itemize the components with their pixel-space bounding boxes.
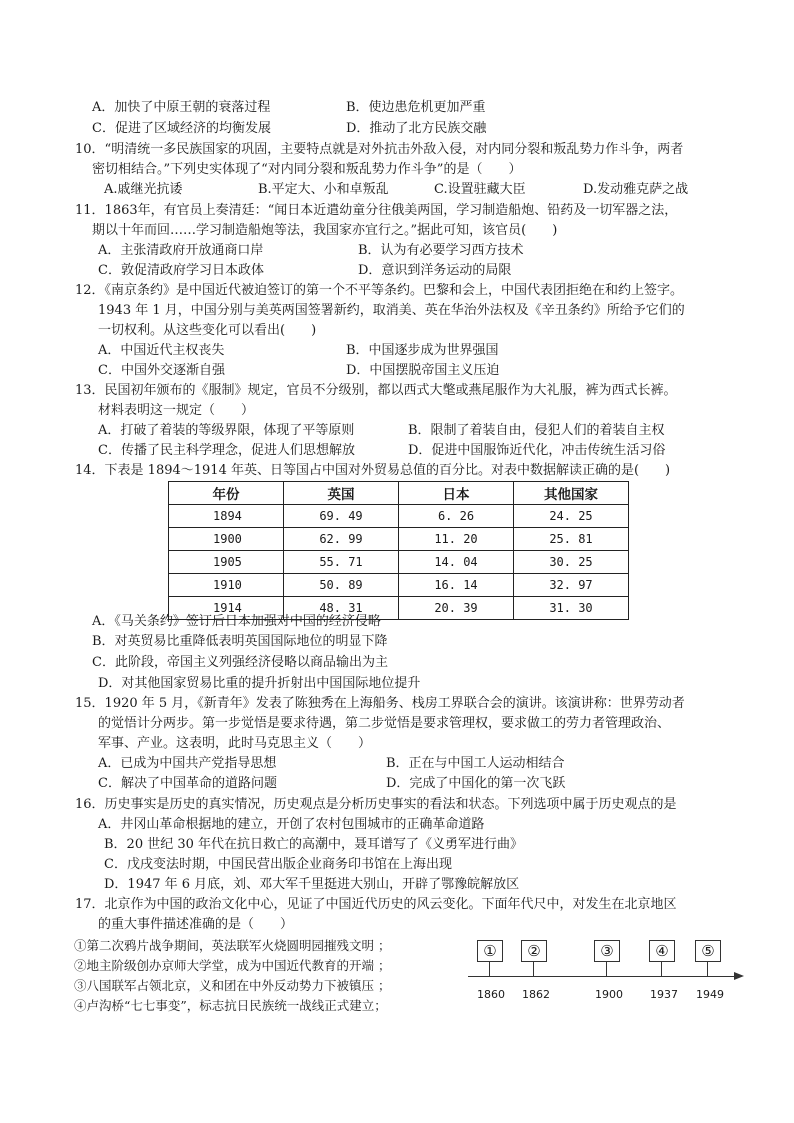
q12-option-a: A．中国近代主权丧失 [98, 343, 225, 358]
table-cell: 69. 49 [284, 505, 399, 528]
q16-option-a: A．井冈山革命根据地的建立，开创了农村包围城市的正确革命道路 [98, 817, 485, 832]
timeline-year-1900: 1900 [595, 988, 623, 1001]
table-row [169, 528, 629, 551]
timeline-label-4: ④ [649, 940, 675, 962]
q11-option-b: B．认为有必要学习西方技术 [358, 243, 524, 258]
timeline-arrow-icon [734, 972, 744, 980]
q10-stem-line2: 密切相结合。”下列史实体现了“对内同分裂和叛乱势力作斗争”的是（ ） [92, 162, 522, 177]
table-cell: 31. 30 [514, 597, 629, 620]
table-cell: 16. 14 [399, 574, 514, 597]
q10-option-b: B.平定大、小和卓叛乱 [258, 182, 389, 197]
q9-option-c: C．促进了区域经济的均衡发展 [92, 121, 271, 136]
q15-option-b: B．正在与中国工人运动相结合 [386, 756, 565, 771]
q14-option-a: A．《马关条约》签订后日本加强对中国的经济侵略 [92, 614, 381, 629]
timeline-label-3: ③ [594, 940, 620, 962]
table-cell: 24. 25 [514, 505, 629, 528]
timeline-tick [661, 962, 662, 977]
table-row [169, 505, 629, 528]
table-header: 日本 [399, 482, 514, 505]
table-cell: 20. 39 [399, 597, 514, 620]
q13-option-a: A．打破了着装的等级界限，体现了平等原则 [98, 423, 355, 438]
q17-stem-line1: 17．北京作为中国的政治文化中心，见证了中国近代历史的风云变化。下面年代尺中，对发生在北京地区 [75, 897, 677, 912]
table-cell: 1910 [169, 574, 284, 597]
table-header: 年份 [169, 482, 284, 505]
q12-stem-line3: 一切权利。从这些变化可以看出( ) [98, 323, 317, 338]
timeline-tick [606, 962, 607, 977]
table-cell: 1900 [169, 528, 284, 551]
q16-option-b: B．20 世纪 30 年代在抗日救亡的高潮中，聂耳谱写了《义勇军进行曲》 [104, 837, 524, 852]
q13-option-d: D．促进中国服饰近代化，冲击传统生活习俗 [408, 443, 666, 458]
table-cell: 1894 [169, 505, 284, 528]
q16-option-d: D．1947 年 6 月底，刘、邓大军千里挺进大别山，开辟了鄂豫皖解放区 [104, 877, 520, 892]
q17-item-1: ①第二次鸦片战争期间，英法联军火烧圆明园摧残文明 ； [74, 938, 391, 953]
table-cell: 48. 31 [284, 597, 399, 620]
q15-stem-line1: 15．1920 年 5 月，《新青年》发表了陈独秀在上海船务、栈房工界联合会的演讲。该演讲称：世界劳动者 [75, 696, 685, 711]
q15-stem-line3: 军事、产业。这表明，此时马克思主义（ ） [98, 736, 372, 751]
timeline-label-2: ② [521, 940, 547, 962]
q10-option-c: C.设置驻藏大臣 [434, 182, 526, 197]
timeline-year-1862: 1862 [522, 988, 550, 1001]
q10-stem-line1: 10．“明清统一多民族国家的巩固，主要特点就是对外抗击外敌入侵，对内同分裂和叛乱势力作斗争，两者 [75, 142, 684, 157]
q14-option-b: B．对英贸易比重降低表明英国国际地位的明显下降 [92, 634, 388, 649]
q11-option-a: A．主张清政府开放通商口岸 [98, 243, 264, 258]
q14-option-c: C．此阶段，帝国主义列强经济侵略以商品输出为主 [92, 655, 388, 670]
q10-option-a: A.戚继光抗诿 [104, 182, 183, 197]
q13-option-c: C．传播了民主科学理念，促进人们思想解放 [98, 443, 355, 458]
table-cell: 6. 26 [399, 505, 514, 528]
table-cell: 32. 97 [514, 574, 629, 597]
timeline-label-1: ① [477, 940, 503, 962]
table-header: 其他国家 [514, 482, 629, 505]
table-cell: 14. 04 [399, 551, 514, 574]
q14-option-d: D．对其他国家贸易比重的提升折射出中国国际地位提升 [98, 676, 421, 691]
table-header: 英国 [284, 482, 399, 505]
timeline-tick [489, 962, 490, 977]
q11-stem-line2: 期以十年而回……学习制造船炮等法，我国家亦宜行之。”据此可知，该官员( ) [92, 223, 558, 238]
table-cell: 11. 20 [399, 528, 514, 551]
q17-item-3: ③八国联军占领北京，义和团在中外反动势力下被镇压 ； [74, 978, 391, 993]
table-cell: 62. 99 [284, 528, 399, 551]
q12-option-d: D．中国摆脱帝国主义压迫 [346, 363, 500, 378]
timeline-year-1949: 1949 [696, 988, 724, 1001]
q13-stem-line2: 材料表明这一规定（ ） [98, 403, 255, 418]
q12-option-c: C．中国外交逐渐自强 [98, 363, 225, 378]
table-cell: 30. 25 [514, 551, 629, 574]
trade-share-table [168, 481, 629, 620]
q16-stem: 16．历史事实是历史的真实情况，历史观点是分析历史事实的看法和状态。下列选项中属于历史观点的是 [75, 797, 677, 812]
timeline-axis [468, 976, 736, 977]
table-cell: 1914 [169, 597, 284, 620]
table-cell: 25. 81 [514, 528, 629, 551]
q11-option-d: D．意识到洋务运动的局限 [358, 263, 512, 278]
q10-option-d: D.发动雅克萨之战 [583, 182, 689, 197]
q16-option-c: C．戊戌变法时期，中国民营出版企业商务印书馆在上海出现 [104, 857, 452, 872]
timeline-tick [707, 962, 708, 977]
q17-item-4: ④卢沟桥“七七事变”，标志抗日民族统一战线正式建立； [74, 998, 387, 1013]
table-row [169, 574, 629, 597]
q17-item-2: ②地主阶级创办京师大学堂，成为中国近代教育的开端 ； [74, 958, 391, 973]
table-cell: 50. 89 [284, 574, 399, 597]
q12-stem-line1: 12．《南京条约》是中国近代被迫签订的第一个不平等条约。巴黎和会上，中国代表团拒绝在和约上签字。 [75, 283, 684, 298]
q15-option-a: A．已成为中国共产党指导思想 [98, 756, 277, 771]
timeline-tick [533, 962, 534, 977]
table-cell: 55. 71 [284, 551, 399, 574]
timeline-year-1860: 1860 [477, 988, 505, 1001]
q11-stem-line1: 11．1863年，有官员上奏清廷：“闻日本近遣幼童分往俄美两国，学习制造船炮、铅药及一切军器之法， [75, 203, 678, 218]
q12-option-b: B．中国逐步成为世界强国 [346, 343, 499, 358]
q17-stem-line2: 的重大事件描述准确的是（ ） [98, 917, 294, 932]
q15-stem-line2: 的觉悟计分两步。第一步觉悟是要求待遇，第二步觉悟是要求管理权，要求做工的劳力者管理政治、 [98, 716, 671, 731]
q15-option-c: C．解决了中国革命的道路问题 [98, 776, 277, 791]
timeline-year-1937: 1937 [650, 988, 678, 1001]
q9-option-a: A．加快了中原王朝的衰落过程 [92, 100, 271, 115]
q13-option-b: B．限制了着装自由，侵犯人们的着装自主权 [408, 423, 665, 438]
table-cell: 1905 [169, 551, 284, 574]
q13-stem-line1: 13．民国初年颁布的《服制》规定，官员不分级别，都以西式大氅或燕尾服作为大礼服，裤为西式长裤。 [75, 383, 677, 398]
q12-stem-line2: 1943 年 1 月，中国分别与美英两国签署新约，取消美、英在华治外法权及《辛丑条约》所给予它们的 [98, 303, 685, 318]
q9-option-d: D．推动了北方民族交融 [346, 121, 487, 136]
q9-option-b: B．使边患危机更加严重 [346, 100, 486, 115]
table-header-row [169, 482, 629, 505]
q14-stem: 14．下表是 1894～1914 年英、日等国占中国对外贸易总值的百分比。对表中数据解读正确的是( ) [75, 463, 671, 478]
q15-option-d: D．完成了中国化的第一次飞跃 [386, 776, 566, 791]
timeline-label-5: ⑤ [695, 940, 721, 962]
q11-option-c: C．敦促清政府学习日本政体 [98, 263, 264, 278]
table-row [169, 551, 629, 574]
